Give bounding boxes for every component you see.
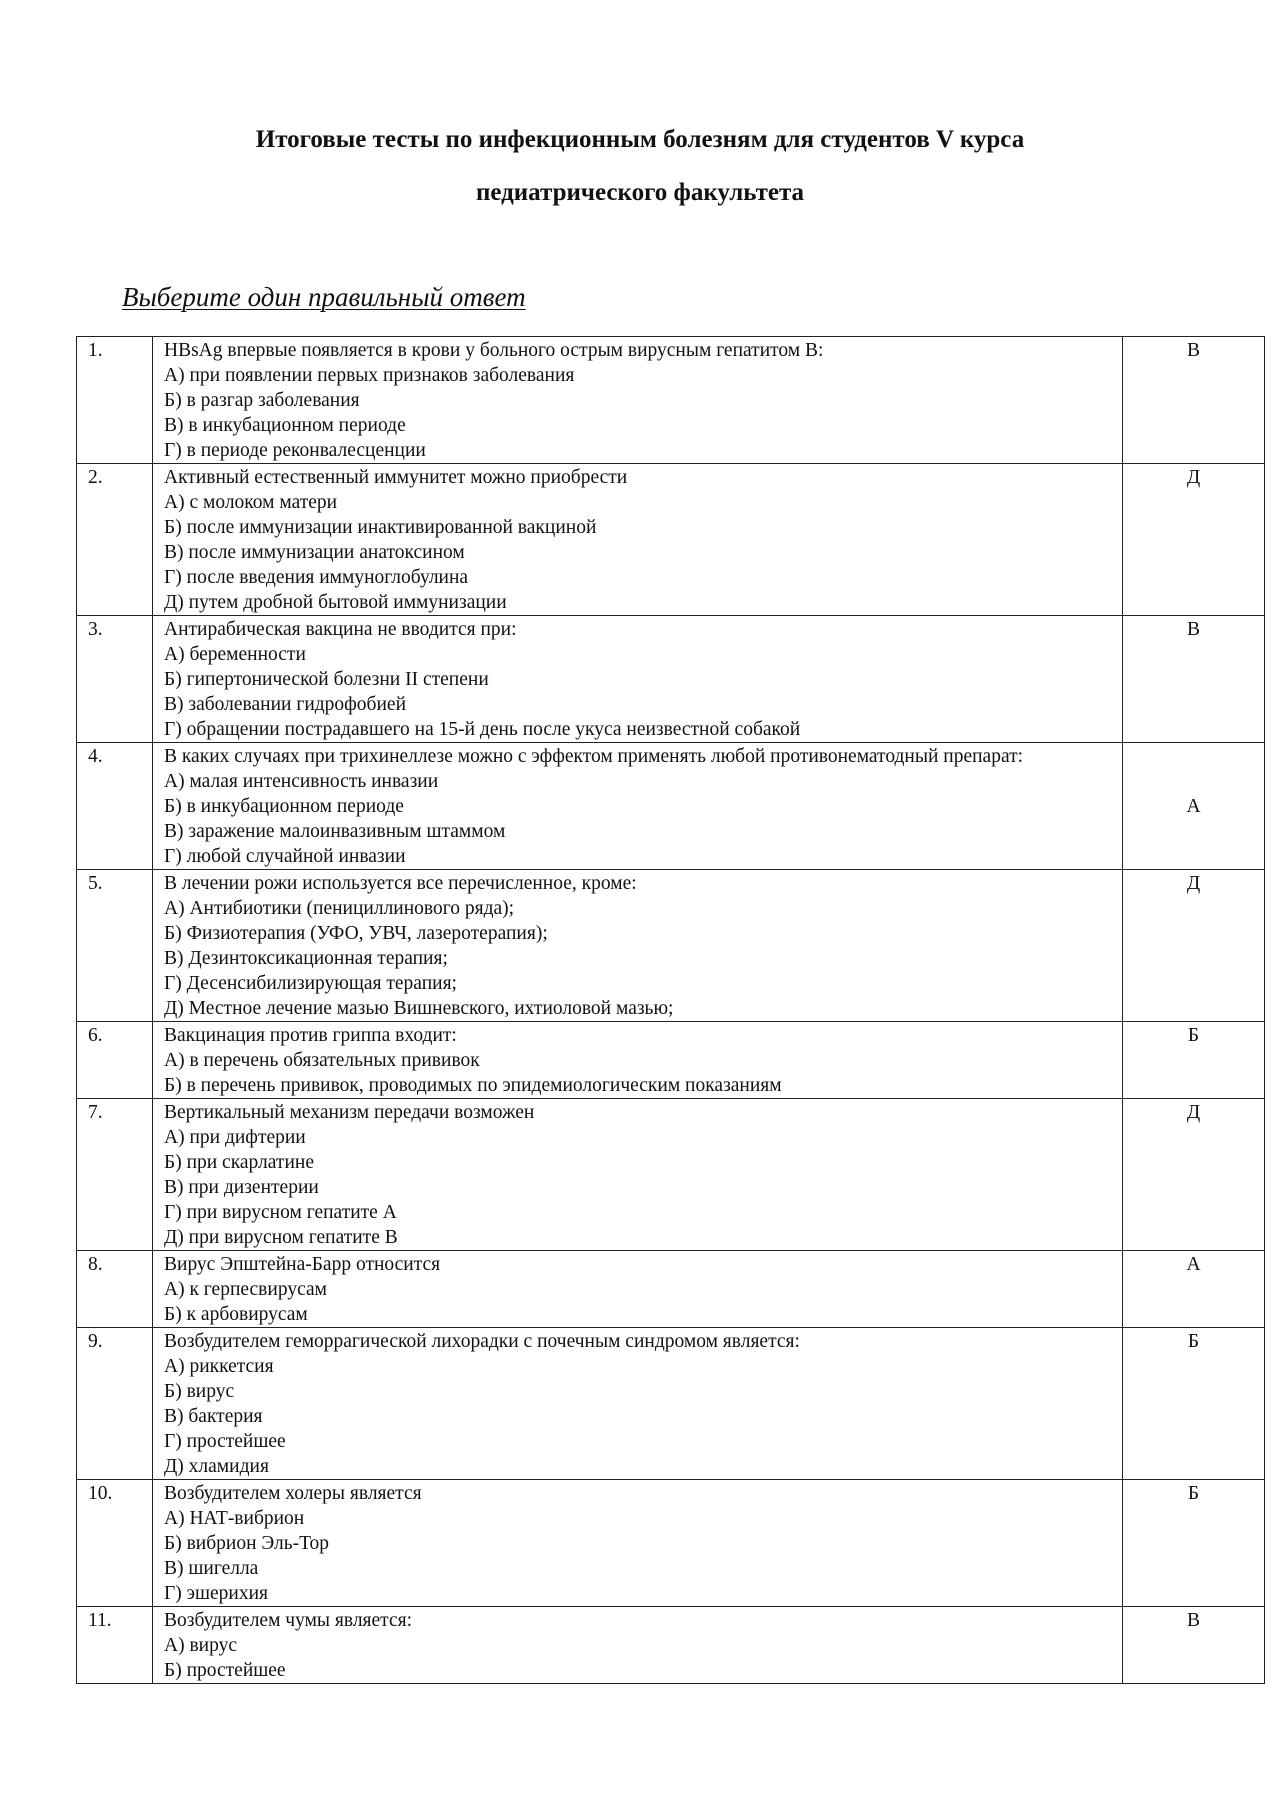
- question-number: 3.: [77, 616, 153, 743]
- correct-answer: Б: [1123, 1022, 1265, 1099]
- answer-option: А) в перечень обязательных прививок: [164, 1050, 480, 1071]
- answer-option: Д) хламидия: [164, 1456, 269, 1477]
- answer-option: Б) вибрион Эль-Тор: [164, 1533, 330, 1554]
- question-content: [153, 1022, 1123, 1099]
- questions-table-body: [77, 337, 1265, 1684]
- answer-option: Г) любой случайной инвазии: [164, 846, 406, 867]
- answer-option: В) при дизентерии: [164, 1177, 319, 1198]
- question-row: [77, 1480, 1265, 1607]
- question-number: 5.: [77, 870, 153, 1022]
- answer-option: Б) после иммунизации инактивированной вакциной: [164, 517, 597, 538]
- correct-answer: В: [1123, 337, 1265, 464]
- question-number: 11.: [77, 1607, 153, 1684]
- answer-option: В) шигелла: [164, 1558, 259, 1579]
- question-row: [77, 464, 1265, 616]
- question-row: [77, 337, 1265, 464]
- answer-option: А) риккетсия: [164, 1356, 274, 1377]
- page-title-line-1: Итоговые тесты по инфекционным болезням для студентов V курса: [255, 126, 1025, 153]
- correct-answer: Б: [1123, 1480, 1265, 1607]
- correct-answer: А: [1123, 1251, 1265, 1328]
- question-row: [77, 1022, 1265, 1099]
- correct-answer: Д: [1123, 1099, 1265, 1251]
- question-text: Вакцинация против гриппа входит:: [164, 1025, 457, 1046]
- answer-option: Б) в инкубационном периоде: [164, 796, 404, 817]
- correct-answer: Б: [1123, 1328, 1265, 1480]
- answer-option: В) заражение малоинвазивным штаммом: [164, 821, 506, 842]
- question-row: [77, 1099, 1265, 1251]
- answer-option: Б) вирус: [164, 1381, 235, 1402]
- question-number: 7.: [77, 1099, 153, 1251]
- question-content: [153, 1251, 1123, 1328]
- answer-option: Б) в разгар заболевания: [164, 390, 360, 411]
- answer-option: А) при дифтерии: [164, 1127, 306, 1148]
- correct-answer: В: [1123, 1607, 1265, 1684]
- question-content: [153, 616, 1123, 743]
- question-text: Возбудителем чумы является:: [164, 1610, 412, 1631]
- correct-answer: А: [1123, 743, 1265, 870]
- question-content: [153, 337, 1123, 464]
- question-content: [153, 743, 1123, 870]
- answer-option: А) вирус: [164, 1635, 237, 1656]
- question-text: Возбудителем холеры является: [164, 1483, 422, 1504]
- question-row: [77, 1328, 1265, 1480]
- answer-option: В) Дезинтоксикационная терапия;: [164, 948, 448, 969]
- answer-option: Г) в периоде реконвалесценции: [164, 440, 426, 461]
- answer-option: Г) простейшее: [164, 1431, 286, 1452]
- question-content: [153, 1328, 1123, 1480]
- answer-option: Г) после введения иммуноглобулина: [164, 567, 469, 588]
- answer-option: А) НАТ-вибрион: [164, 1508, 305, 1529]
- answer-option: Г) эшерихия: [164, 1583, 269, 1604]
- question-text: Возбудителем геморрагической лихорадки с почечным синдромом является:: [164, 1331, 800, 1352]
- question-text: HBsAg впервые появляется в крови у больного острым вирусным гепатитом В:: [164, 340, 824, 361]
- answer-option: Б) гипертонической болезни II степени: [164, 669, 489, 690]
- correct-answer: Д: [1123, 870, 1265, 1022]
- question-row: [77, 1607, 1265, 1684]
- question-row: [77, 870, 1265, 1022]
- correct-answer: Д: [1123, 464, 1265, 616]
- instruction-heading: Выберите один правильный ответ: [122, 282, 526, 312]
- question-text: Вертикальный механизм передачи возможен: [164, 1102, 535, 1123]
- answer-option: В) после иммунизации анатоксином: [164, 542, 465, 563]
- question-number: 1.: [77, 337, 153, 464]
- question-number: 10.: [77, 1480, 153, 1607]
- answer-option: А) к герпесвирусам: [164, 1279, 327, 1300]
- answer-option: Г) обращении пострадавшего на 15-й день после укуса неизвестной собакой: [164, 719, 801, 740]
- question-text: Активный естественный иммунитет можно приобрести: [164, 467, 628, 488]
- question-content: [153, 870, 1123, 1022]
- answer-option: Б) простейшее: [164, 1660, 286, 1681]
- question-row: [77, 616, 1265, 743]
- answer-option: Д) Местное лечение мазью Вишневского, ихтиоловой мазью;: [164, 998, 674, 1019]
- question-row: [77, 1251, 1265, 1328]
- answer-option: Б) при скарлатине: [164, 1152, 314, 1173]
- question-text: В лечении рожи используется все перечисленное, кроме:: [164, 873, 637, 894]
- question-number: 9.: [77, 1328, 153, 1480]
- answer-option: В) в инкубационном периоде: [164, 415, 406, 436]
- answer-option: В) бактерия: [164, 1406, 263, 1427]
- question-number: 6.: [77, 1022, 153, 1099]
- answer-option: Б) к арбовирусам: [164, 1304, 308, 1325]
- answer-option: Б) в перечень прививок, проводимых по эпидемиологическим показаниям: [164, 1075, 782, 1096]
- question-content: [153, 1607, 1123, 1684]
- answer-option: Б) Физиотерапия (УФО, УВЧ, лазеротерапия);: [164, 923, 548, 944]
- answer-option: Д) при вирусном гепатите В: [164, 1227, 398, 1248]
- answer-option: Г) Десенсибилизирующая терапия;: [164, 973, 457, 994]
- question-number: 2.: [77, 464, 153, 616]
- question-content: [153, 464, 1123, 616]
- page-title-line-2: педиатрического факультета: [475, 179, 805, 206]
- question-row: [77, 743, 1265, 870]
- answer-option: В) заболевании гидрофобией: [164, 694, 407, 715]
- correct-answer: В: [1123, 616, 1265, 743]
- answer-option: А) малая интенсивность инвазии: [164, 771, 439, 792]
- question-text: В каких случаях при трихинеллезе можно с эффектом применять любой противонематодный препарат:: [164, 746, 1024, 767]
- answer-option: А) с молоком матери: [164, 492, 338, 513]
- answer-option: А) Антибиотики (пенициллинового ряда);: [164, 898, 515, 919]
- question-number: 4.: [77, 743, 153, 870]
- question-text: Вирус Эпштейна-Барр относится: [164, 1254, 441, 1275]
- questions-table: [76, 336, 1265, 1684]
- question-content: [153, 1099, 1123, 1251]
- question-number: 8.: [77, 1251, 153, 1328]
- question-text: Антирабическая вакцина не вводится при:: [164, 619, 517, 640]
- question-content: [153, 1480, 1123, 1607]
- answer-option: А) беременности: [164, 644, 306, 665]
- answer-option: А) при появлении первых признаков заболевания: [164, 365, 575, 386]
- answer-option: Д) путем дробной бытовой иммунизации: [164, 592, 507, 613]
- answer-option: Г) при вирусном гепатите А: [164, 1202, 397, 1223]
